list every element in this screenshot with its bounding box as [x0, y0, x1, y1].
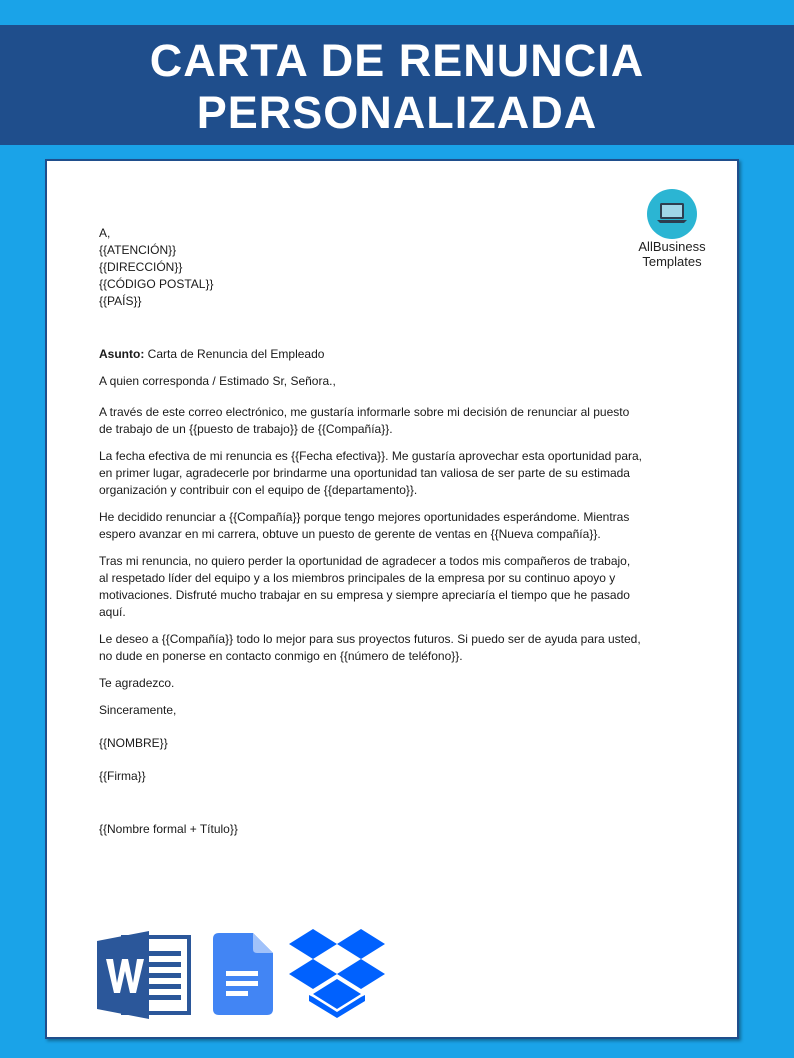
- letter-body: [99, 225, 679, 838]
- address-line: {{PAÍS}}: [99, 294, 142, 308]
- paragraph-1: [99, 404, 679, 438]
- logo-text-line-1: AllBusiness: [638, 239, 706, 254]
- paragraph-line: Tras mi renuncia, no quiero perder la oportunidad de agradecer a todos mis compañeros de trabajo,: [99, 554, 631, 568]
- paragraph-line: Le deseo a {{Compañía}} todo lo mejor para sus proyectos futuros. Si puedo ser de ayuda para usted,: [99, 632, 641, 646]
- app-icons: [97, 929, 417, 1021]
- paragraph-line: organización y contribuir con el equipo de {{departamento}}.: [99, 483, 418, 497]
- closing-line: Sinceramente,: [99, 703, 177, 717]
- address-line: A,: [99, 226, 111, 240]
- logo-text-line-2: Templates: [642, 254, 702, 269]
- paragraph-2: [99, 448, 679, 499]
- paragraph-4: [99, 553, 679, 621]
- greeting: A quien corresponda / Estimado Sr, Señora.,: [99, 374, 336, 388]
- title-line-2: PERSONALIZADA: [196, 87, 598, 138]
- name-placeholder: {{NOMBRE}}: [99, 736, 168, 750]
- title-line-1: CARTA DE RENUNCIA: [149, 35, 645, 86]
- dropbox-icon[interactable]: [289, 929, 385, 1019]
- letter-document: [45, 159, 739, 1039]
- title-banner: [0, 25, 794, 145]
- address-line: {{DIRECCIÓN}}: [99, 260, 183, 274]
- formal-name-placeholder: {{Nombre formal + Título}}: [99, 822, 238, 836]
- paragraph-line: A través de este correo electrónico, me gustaría informarle sobre mi decisión de renunciar al puesto: [99, 405, 630, 419]
- paragraph-line: He decidido renunciar a {{Compañía}} porque tengo mejores oportunidades esperándome. Mientras: [99, 510, 630, 524]
- paragraph-line: de trabajo de un {{puesto de trabajo}} de {{Compañía}}.: [99, 422, 393, 436]
- paragraph-line: espero avanzar en mi carrera, obtuve un puesto de gerente de ventas en {{Nueva compañía}}.: [99, 527, 601, 541]
- subject-label: Asunto:: [99, 347, 145, 361]
- thanks-line: Te agradezco.: [99, 676, 175, 690]
- subject-line: [99, 346, 679, 363]
- address-line: {{CÓDIGO POSTAL}}: [99, 277, 214, 291]
- paragraph-5: [99, 631, 679, 665]
- paragraph-line: al respetado líder del equipo y a los miembros principales de la empresa por su continuo apoyo y: [99, 571, 616, 585]
- paragraph-line: no dude en ponerse en contacto conmigo en {{número de teléfono}}.: [99, 649, 463, 663]
- word-icon[interactable]: [97, 931, 191, 1019]
- paragraph-line: aquí.: [99, 605, 126, 619]
- signature-placeholder: {{Firma}}: [99, 769, 146, 783]
- subject-text: Carta de Renuncia del Empleado: [144, 347, 325, 361]
- paragraph-line: en primer lugar, agradecerle por brindarme una oportunidad tan valiosa de ser parte de su estimada: [99, 466, 630, 480]
- paragraph-line: motivaciones. Disfruté mucho trabajar en su empresa y siempre apreciaría el tiempo que he pasado: [99, 588, 630, 602]
- google-docs-icon[interactable]: [213, 933, 273, 1015]
- paragraph-3: [99, 509, 679, 543]
- address-line: {{ATENCIÓN}}: [99, 243, 177, 257]
- paragraph-line: La fecha efectiva de mi renuncia es {{Fecha efectiva}}. Me gustaría aprovechar esta oportunidad para,: [99, 449, 643, 463]
